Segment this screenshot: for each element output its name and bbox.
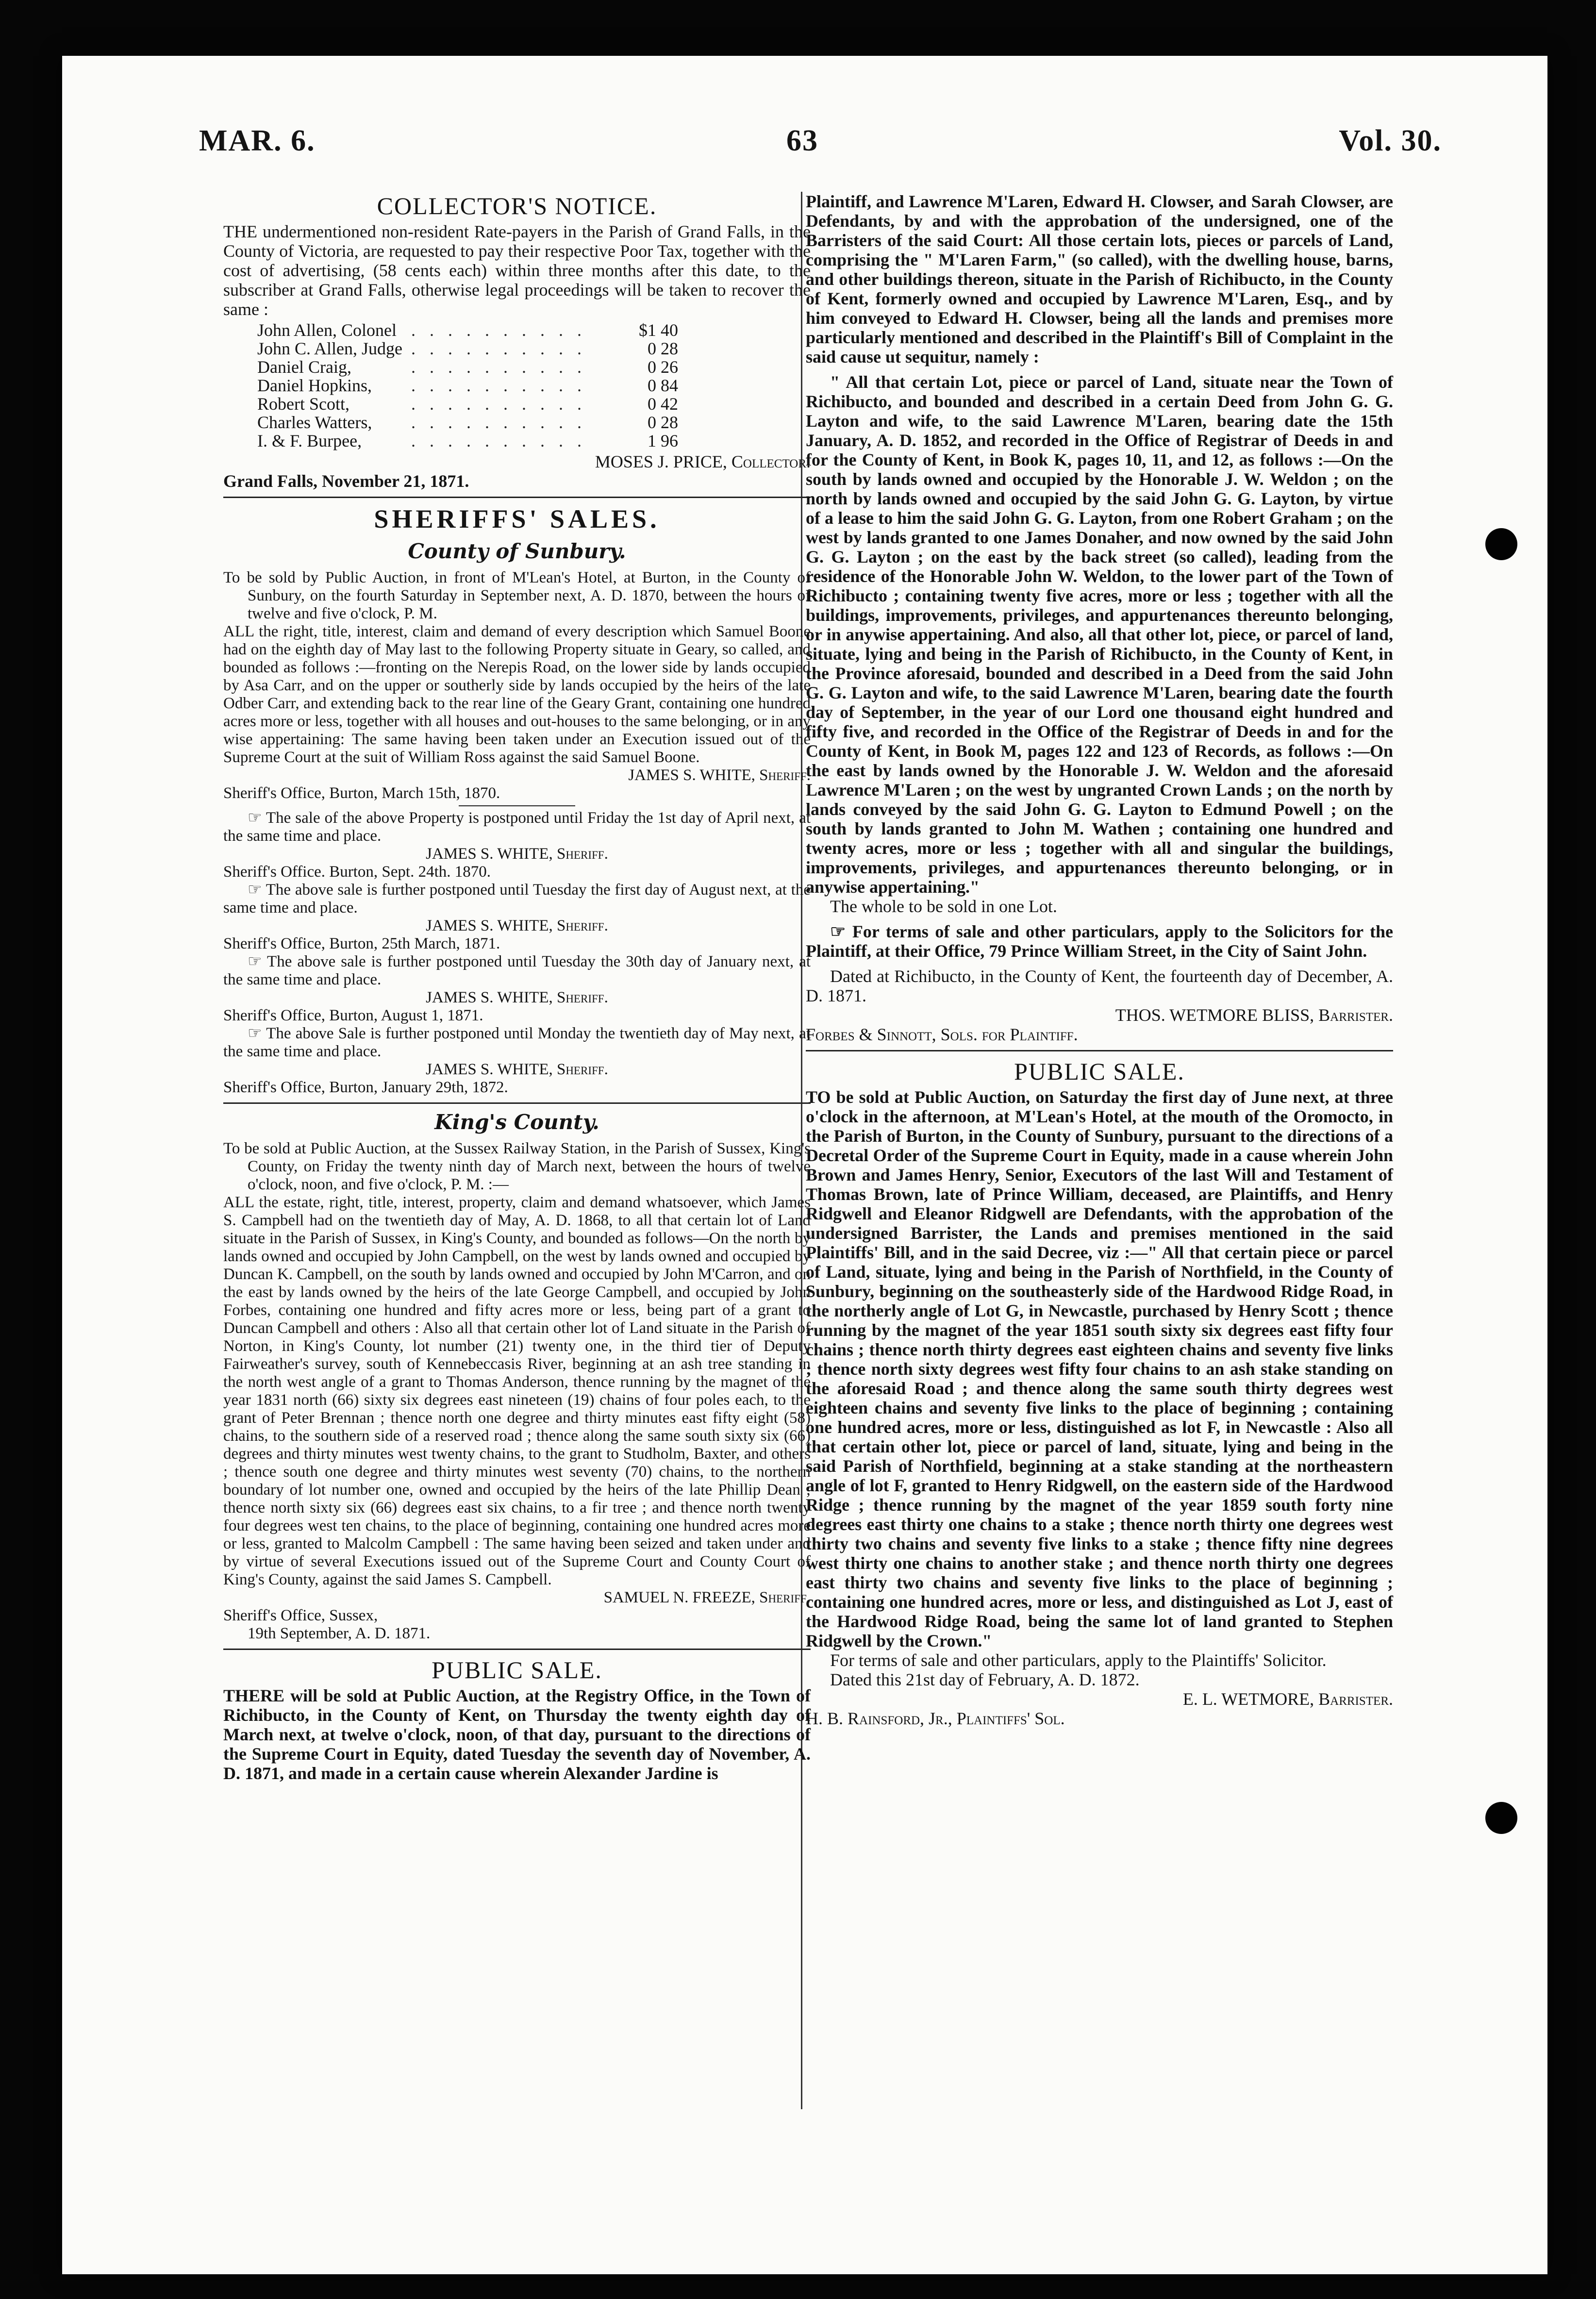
sale-dated: Dated at Richibucto, in the County of Kent, the fourteenth day of December, A. D. 1871.	[806, 966, 1393, 1005]
sale-lot-note: The whole to be sold in one Lot.	[830, 897, 1057, 916]
page-number: 63	[786, 124, 818, 157]
punch-hole	[1485, 528, 1517, 560]
collector-notice-intro: THE undermentioned non-resident Rate-payers in the Parish of Grand Falls, in the County of Victoria, are requested to pay their respective Poor Tax, together with the cost of advertising, (58 cents each) within three months after this date, to the subscriber at Grand Falls, otherwise legal proceedings will be taken to recover the same :	[223, 222, 811, 319]
postponement-notice: ☞ The above sale is further postponed until Tuesday the first day of August next, at the same time and place.	[223, 881, 811, 916]
sunbury-intro: To be sold by Public Auction, in front of M'Lean's Hotel, at Burton, in the County of Sunbury, on the fourth Saturday in September next, A. D. 1870, between the hours of twelve and five o'clock, P. M.	[223, 569, 811, 622]
sheriff-signature: JAMES S. WHITE, Sheriff.	[628, 766, 811, 784]
table-row: Daniel Craig, . . . . . . . . . . 0 26	[257, 357, 679, 377]
public-sale-2-body: TO be sold at Public Auction, on Saturday the first day of June next, at three o'clock in the afternoon, at M'Lean's Hotel, at the mouth of the Oromocto, in the Parish of Burton, in the County of Sunbury, pursuant to the directions of a Decretal Order of the Supreme Court in Equity, made in a cause wherein John Brown and James Henry, Senior, Executors of the last Will and Testament of Thomas Brown, late of Prince William, deceased, are Plaintiffs, and Henry Ridgwell and Eleanor Ridgwell are Defendants, with the approbation of the undersigned Barrister, the Lands and premises mentioned in the said Plaintiffs' Bill, and in the said Decree, viz :—" All that certain piece or parcel of Land, situate, lying and being in the Parish of Northfield, in the County of Sunbury, beginning on the southeasterly side of the Hardwood Ridge Road, in the northerly angle of Lot G, in Newcastle, purchased by Henry Scott ; thence running by the magnet of the year 1851 south sixty six degrees east fifty four chains ; thence north thirty degrees east eighteen chains and seventy five links ; thence north sixty degrees west fifty four chains to an ash stake standing on the aforesaid Road ; and thence along the same south thirty degrees west eighteen chains and seventy five links to the place of beginning ; containing one hundred acres, more or less, distinguished as lot F, in Newcastle : Also all that certain other lot, piece or parcel of land, situate, lying and being in the said Parish of Northfield, beginning at a stake standing at the northeastern angle of lot F, granted to Henry Ridgwell, on the eastern side of the Hardwood Ridge ; thence running by the magnet of the year 1859 south forty nine degrees east thirty one chains to a stake ; thence north thirty one degrees west thirty two chains and seventy five links to a stake ; thence fifty nine degrees west thirty one chains to another stake ; and thence north thirty one degrees east thirty two chains and seventy five links to the place of beginning ; containing one hundred acres, more or less, and distinguished as Lot J, east of the Hardwood Ridge Road, being the same lot of land granted to Stephen Ridgwell by the Crown."	[806, 1087, 1393, 1650]
postponement-notice: ☞ The above Sale is further postponed until Monday the twentieth day of May next, at the same time and place.	[223, 1025, 811, 1060]
public-sale-title: PUBLIC SALE.	[432, 1656, 602, 1683]
right-column	[806, 192, 1393, 1728]
page-header	[199, 124, 1442, 167]
kings-intro: To be sold at Public Auction, at the Sussex Railway Station, in the Parish of Sussex, King's County, on Friday the twenty ninth day of March next, between the hours of twelve o'clock, noon, and five o'clock, P. M. :—	[223, 1140, 811, 1193]
sheriff-signature: JAMES S. WHITE, Sheriff.	[426, 989, 608, 1006]
sale-terms: ☞ For terms of sale and other particulars, apply to the Solicitors for the Plaintiff, at their Office, 79 Prince William Street, in the City of Saint John.	[806, 922, 1393, 961]
sheriff-signature: JAMES S. WHITE, Sheriff.	[426, 845, 608, 863]
public-sale-description: " All that certain Lot, piece or parcel of Land, situate near the Town of Richibucto, and bounded and described in a certain Deed from John G. G. Layton and wife, to the said Lawrence M'Laren, bearing date the 15th January, A. D. 1852, and recorded in the Office of Registrar of Deeds in and for the County of Kent, in Book K, pages 10, 11, and 12, as follows :—On the south by lands owned and occupied by the Honorable J. W. Weldon ; on the north by lands owned and occupied by the said John G. G. Layton, by virtue of a lease to him the said John G. G. Layton, from one Robert Graham ; on the west by lands granted to one James Donaher, and now owned by the said John G. G. Layton ; on the east by the back street (so called), leading from the residence of the Honorable John W. Weldon, to the lower part of the Town of Richibucto ; containing twenty five acres, more or less ; together with all the buildings, improvements, privileges, and appurtenances thereunto belonging, or in anywise appertaining. And also, all that other lot, piece, or parcel of land, situate, lying and being in the Parish of Richibucto, in the County of Kent, in the Province aforesaid, bounded and described in a Deed from the said John G. G. Layton and wife, to the said Lawrence M'Laren, bearing date the fourth day of September, in the year of our Lord one thousand eight hundred and fifty five, and recorded in the Office of the Registrar of Deeds in and for the County of Kent, in Book M, pages 122 and 123 of Records, as follows :—On the east by lands owned by the Honorable J. W. Weldon and the aforesaid Lawrence M'Laren ; on the west by ungranted Crown Lands ; on the north by lands conveyed by the said John G. G. Layton to Edmund Powell ; on the south by lands granted to John M. Wathen ; containing one hundred and twenty acres, more or less ; together with all and singular the buildings, improvements, privileges, and appurtenances thereunto belonging, or in anywise appertaining."	[806, 372, 1393, 897]
table-row: John C. Allen, Judge . . . . . . . . . . 0 28	[257, 339, 679, 358]
table-row: Daniel Hopkins, . . . . . . . . . . 0 84	[257, 376, 679, 395]
public-sale-body: THERE will be sold at Public Auction, at the Registry Office, in the Town of Richibucto, in the County of Kent, on Thursday the twenty eighth day of March next, at twelve o'clock, noon, of that day, pursuant to the directions of the Supreme Court in Equity, dated Tuesday the seventh day of November, A. D. 1871, and made in a certain cause wherein Alexander Jardine is	[223, 1686, 811, 1783]
sheriff-office-dateline: Sheriff's Office, Burton, 25th March, 1871.	[223, 935, 500, 952]
section-rule	[223, 1102, 811, 1104]
collector-signature: MOSES J. PRICE, Collector.	[595, 452, 811, 471]
plaintiffs-solicitor: H. B. Rainsford, Jr., Plaintiffs' Sol.	[806, 1709, 1065, 1728]
volume-number: Vol. 30.	[1339, 124, 1442, 157]
postponement-notice: ☞ The above sale is further postponed until Tuesday the 30th day of January next, at the same time and place.	[223, 953, 811, 988]
section-rule	[223, 497, 811, 498]
sheriff-office: Sheriff's Office, Sussex,	[223, 1607, 378, 1624]
rate-payer-table	[257, 321, 678, 450]
sheriff-office-date: 19th September, A. D. 1871.	[248, 1625, 431, 1642]
sheriff-signature: JAMES S. WHITE, Sheriff.	[426, 1061, 608, 1078]
collector-notice-title: COLLECTOR'S NOTICE.	[377, 192, 657, 219]
sunbury-body: ALL the right, title, interest, claim and demand of every description which Samuel Boone had on the eighth day of May last to the following Property situate in Geary, so called, and bounded as follows :—fronting on the Nerepis Road, on the lower side by lands occupied by Asa Carr, and on the upper or southerly side by lands occupied by the heirs of the late Odber Carr, and extending back to the rear line of the Geary Grant, containing one hundred acres more or less, together with all houses and out-houses to the same belonging, or in any wise appertaining: The same having been taken under an Execution issued out of the Supreme Court at the suit of William Ross against the said Samuel Boone.	[223, 623, 811, 766]
sheriff-office-dateline: Sheriff's Office, Burton, January 29th, 1872.	[223, 1079, 508, 1096]
postponement-notice: ☞ The sale of the above Property is postponed until Friday the 1st day of April next, at the same time and place.	[223, 809, 811, 845]
table-row: I. & F. Burpee, . . . . . . . . . . 1 96	[257, 431, 679, 450]
sheriff-office-dateline: Sheriff's Office, Burton, August 1, 1871.	[223, 1007, 483, 1024]
punch-hole	[1485, 1802, 1517, 1834]
public-sale-continued: Plaintiff, and Lawrence M'Laren, Edward H. Clowser, and Sarah Clowser, are Defendants, by and with the approbation of the undersigned, one of the Barristers of the said Court: All those certain lots, pieces or parcels of Land, comprising the " M'Laren Farm," (so called), with the dwelling house, barns, and other buildings thereon, situate in the Parish of Richibucto, in the County of Kent, formerly owned and occupied by Lawrence M'Laren, Esq., and by him conveyed to Edward H. Clowser, being all the lands and premises more particularly mentioned and described in the Plaintiff's Bill of Complaint in the said cause ut sequitur, namely :	[806, 192, 1393, 367]
kings-body: ALL the estate, right, title, interest, property, claim and demand whatsoever, which James S. Campbell had on the twentieth day of May, A. D. 1868, to all that certain lot of Land situate in the Parish of Sussex, in King's County, and bounded as follows—On the north by lands owned and occupied by John Campbell, on the west by lands owned and occupied by Duncan K. Campbell, on the south by lands owned and occupied by John M'Carron, and on the east by lands owned by the heirs of the late George Campbell, and occupied by John Forbes, containing one hundred and fifty acres more or less, being part of a grant to Duncan Campbell and others : Also all that certain other lot of Land situate in the Parish of Norton, in King's County, lot number (21) twenty one, in the third tier of Deputy Fairweather's survey, south of Kennebeccasis River, beginning at an ash tree standing in the north west angle of a grant to Thomas Anderson, thence running by the magnet of the year 1831 north (66) sixty six degrees east nineteen (19) chains of four poles each, to the grant of Peter Brennan ; thence north one degree and thirty minutes east fifty eight (58) chains, to the southern side of a reserved road ; thence along the same south sixty six (66) degrees and thirty minutes west twenty chains, to the grant to Studholm, Baxter, and others ; thence south one degree and thirty minutes west seventy (70) chains, to the northern boundary of lot number one, owned and occupied by the heirs of the late Phillip Dean ; thence north sixty six (66) degrees east six chains, to a fir tree ; and thence north twenty four degrees west ten chains, to the place of beginning, containing one hundred acres more or less, granted to Malcolm Campbell : The same having been seized and taken under and by virtue of several Executions issued out of the Supreme Court and County Court of King's County, against the said James S. Campbell.	[223, 1194, 811, 1588]
sheriff-signature: JAMES S. WHITE, Sheriff.	[426, 917, 608, 934]
section-rule	[223, 1649, 811, 1650]
sheriff-office-dateline: Sheriff's Office. Burton, Sept. 24th. 1870.	[223, 863, 491, 881]
divider	[459, 805, 575, 806]
table-row: Charles Watters, . . . . . . . . . . 0 28	[257, 413, 679, 432]
table-row: Robert Scott, . . . . . . . . . . 0 42	[257, 394, 679, 414]
table-row: John Allen, Colonel . . . . . . . . . . $1 40	[257, 320, 679, 340]
public-sale-2-terms: For terms of sale and other particulars, apply to the Plaintiffs' Solicitor.	[830, 1650, 1327, 1670]
kings-county-heading: King's County.	[434, 1110, 599, 1134]
barrister-signature: E. L. WETMORE, Barrister.	[1182, 1689, 1393, 1709]
sunbury-county-heading: County of Sunbury.	[408, 539, 626, 563]
public-sale-2-dated: Dated this 21st day of February, A. D. 1872.	[830, 1670, 1140, 1689]
barrister-signature: THOS. WETMORE BLISS, Barrister.	[1115, 1005, 1393, 1025]
sheriff-signature: SAMUEL N. FREEZE, Sheriff.	[603, 1589, 811, 1606]
collector-dateline: Grand Falls, November 21, 1871.	[223, 471, 469, 491]
section-rule	[806, 1050, 1393, 1051]
solicitors-line: Forbes & Sinnott, Sols. for Plaintiff.	[806, 1025, 1078, 1044]
public-sale-2-title: PUBLIC SALE.	[1014, 1058, 1185, 1085]
left-column	[223, 192, 811, 1783]
sheriffs-sales-title: SHERIFFS' SALES.	[374, 504, 660, 533]
sheriff-office-dateline: Sheriff's Office, Burton, March 15th, 1870.	[223, 784, 500, 802]
header-date: MAR. 6.	[199, 124, 316, 157]
